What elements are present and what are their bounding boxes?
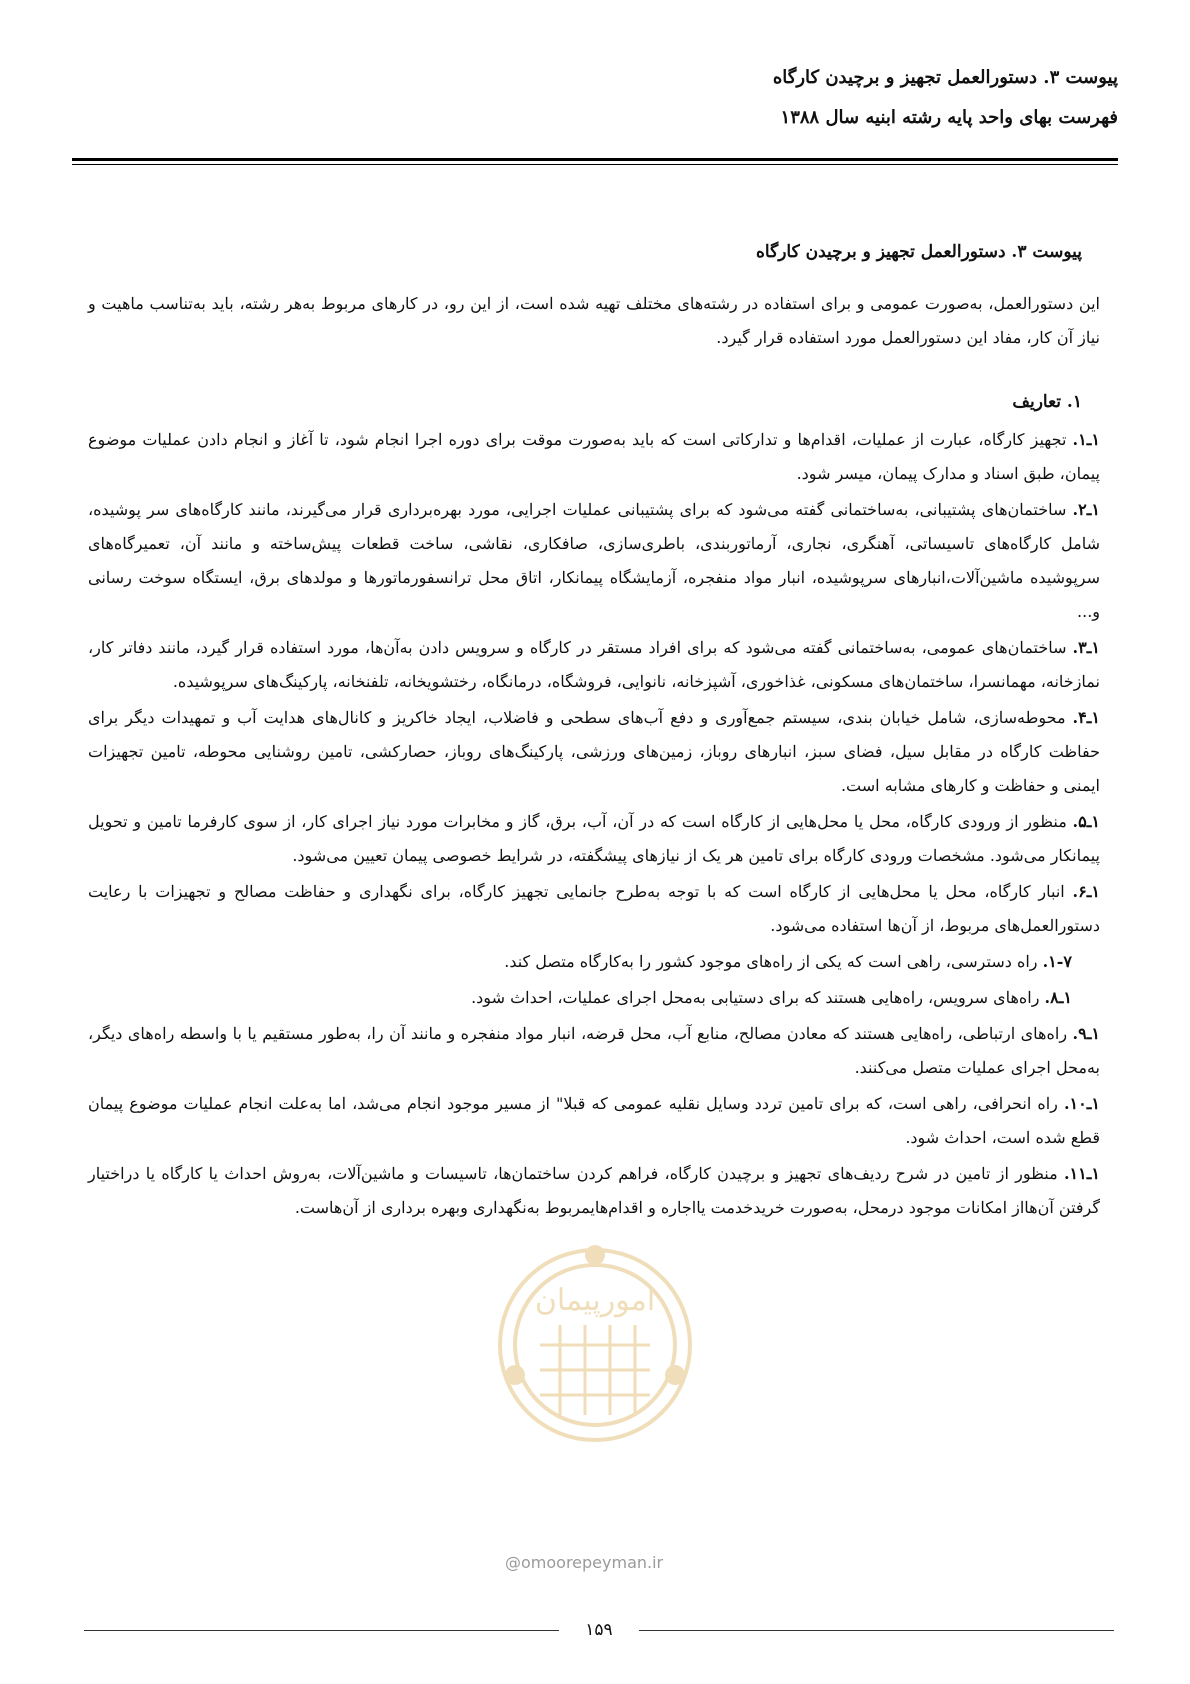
definition-text: انبار کارگاه، محل یا محل‌هایی از کارگاه است که با توجه به‌طرح جانمایی تجهیز کارگاه، برای نگهداری و حفاظت مصالح و تجهیزات با رعایت دستورالعمل‌های مربوط، از آن‌ها استفاده می‌شود. [88, 882, 1100, 935]
definition-number: ۱ـ۴. [1072, 708, 1100, 727]
definition-item [88, 1087, 1100, 1155]
page-number: ۱۵۹ [585, 1620, 613, 1640]
footer-rule-left [84, 1630, 559, 1631]
header-title: پیوست ۳. دستورالعمل تجهیز و برچیدن کارگاه [772, 67, 1118, 88]
definition-number: ۱ـ۵. [1072, 812, 1100, 831]
watermark-logo-icon [485, 1225, 705, 1455]
definition-item [88, 631, 1100, 699]
definition-number: ۱ـ۸. [1044, 988, 1072, 1007]
definition-item [88, 701, 1100, 803]
section-title: پیوست ۳. دستورالعمل تجهیز و برچیدن کارگاه [756, 242, 1082, 262]
header-rule [72, 158, 1118, 165]
definition-number: ۱ـ۱۰. [1063, 1094, 1100, 1113]
running-header [72, 58, 1118, 138]
header-subtitle: فهرست بهای واحد پایه رشته ابنیه سال ۱۳۸۸ [780, 107, 1118, 128]
footer-rule-right [639, 1630, 1114, 1631]
definition-number: ۱ـ۳. [1072, 638, 1100, 657]
definition-text: راه‌های سرویس، راه‌هایی هستند که برای دستیابی به‌محل اجرای عملیات، احداث شود. [471, 988, 1045, 1007]
definition-text: منظور از تامین در شرح ردیف‌های تجهیز و برچیدن کارگاه، فراهم کردن ساختمان‌ها، تاسیسات و ماشین‌آلات، به‌روش احداث یا کارگاه یا دراختیار گرفتن آن‌هااز امکانات موجود درمحل، به‌صورت خریدخدمت یااجاره و اقدام‌هایمربوط به‌نگهداری وبهره برداری از آن‌هاست. [88, 1164, 1100, 1217]
definition-item [88, 945, 1072, 979]
definition-item [88, 1017, 1100, 1085]
definition-item [88, 423, 1100, 491]
definition-text: راه دسترسی، راهی است که یکی از راه‌های موجود کشور را به‌کارگاه متصل کند. [504, 952, 1043, 971]
definition-text: ساختمان‌های پشتیبانی، به‌ساختمانی گفته می‌شود که برای پشتیبانی عملیات اجرایی، مورد بهره‌برداری قرار می‌گیرند، مانند کارگاه‌های سر پوشیده، شامل کارگاه‌های تاسیساتی، آهنگری، نجاری، آرماتوربندی، باطری‌سازی، صافکاری، نقاشی، ساخت قطعات پیش‌ساخته و مانند آن، تعمیرگاه‌های سرپوشیده ماشین‌آلات،انبارهای سرپوشیده، انبار مواد منفجره، آزمایشگاه پیمانکار، اتاق محل ترانسفورماتورها و مولدهای برق، ایستگاه سوخت رسانی و... [88, 500, 1101, 621]
page-footer [84, 1618, 1114, 1642]
definition-number: ۱ـ۱. [1072, 430, 1100, 449]
definition-item [88, 493, 1100, 629]
definition-number: ۱ـ۹. [1072, 1024, 1100, 1043]
document-body [88, 235, 1100, 1227]
definition-text: راه‌های ارتباطی، راه‌هایی هستند که معادن مصالح، منابع آب، محل قرضه، انبار مواد منفجره و مانند آن را، به‌طور مستقیم یا با واسطه راه‌های دیگر، به‌محل اجرای عملیات متصل می‌کنند. [88, 1024, 1100, 1077]
watermark-url: @omoorepeyman.ir [505, 1553, 664, 1572]
subsection-title: ۱. تعاریف [1012, 392, 1082, 412]
definition-text: منظور از ورودی کارگاه، محل یا محل‌هایی از کارگاه است که در آن، آب، برق، گاز و مخابرات مورد نیاز اجرای کار، از سوی کارفرما تامین و تحویل پیمانکار می‌شود. مشخصات ورودی کارگاه برای تامین هر یک از نیازهای پیشگفته، در شرایط خصوصی پیمان تعیین می‌شود. [88, 812, 1100, 865]
definition-text: راه انحرافی، راهی است، که برای تامین تردد وسایل نقلیه عمومی که قبلا" از مسیر موجود انجام می‌شد، اما به‌علت انجام عملیات موضوع پیمان قطع شده است، احداث شود. [88, 1094, 1100, 1147]
watermark-logo-text: امورپیمان [534, 1283, 656, 1318]
definition-text: ساختمان‌های عمومی، به‌ساختمانی گفته می‌شود که برای افراد مستقر در کارگاه و سرویس دادن به‌آن‌ها، مورد استفاده قرار گیرد، مانند دفاتر کار، نمازخانه، مهمانسرا، ساختمان‌های مسکونی، غذاخوری، آشپزخانه، نانوایی، فروشگاه، درمانگاه، رختشویخانه، تلفنخانه، پارکینگ‌های سرپوشیده. [88, 638, 1100, 691]
definition-item [88, 981, 1072, 1015]
definition-item [88, 875, 1100, 943]
definition-item [88, 1157, 1100, 1225]
intro-paragraph: این دستورالعمل، به‌صورت عمومی و برای استفاده در رشته‌های مختلف تهیه شده است، از این رو، در کارهای مربوط به‌هر رشته، باید به‌تناسب ماهیت و نیاز آن کار، مفاد این دستورالعمل مورد استفاده قرار گیرد. [88, 294, 1100, 347]
definition-item [88, 805, 1100, 873]
definition-number: ۱ـ۶. [1072, 882, 1100, 901]
definition-text: محوطه‌سازی، شامل خیابان بندی، سیستم جمع‌آوری و دفع آب‌های سطحی و فاضلاب، ایجاد خاکریز و کانال‌های هدایت آب و تمهیدات دیگر برای حفاظت کارگاه در مقابل سیل، فضای سبز، انبارهای روباز، زمین‌های ورزشی، پارکینگ‌های روباز، حصارکشی، تامین روشنایی محوطه، تامین تجهیزات ایمنی و حفاظت و کارهای مشابه است. [88, 708, 1101, 795]
definition-number: ۱ـ۱۱. [1063, 1164, 1100, 1183]
definition-number: ۱ـ۲. [1072, 500, 1100, 519]
definition-text: تجهیز کارگاه، عبارت از عملیات، اقدام‌ها و تدارکاتی است که باید به‌صورت موقت برای دوره اجرا انجام شود، تا آغاز و انجام دادن عملیات موضوع پیمان، طبق اسناد و مدارک پیمان، میسر شود. [88, 430, 1100, 483]
definition-number: ۱-۷. [1042, 952, 1072, 971]
